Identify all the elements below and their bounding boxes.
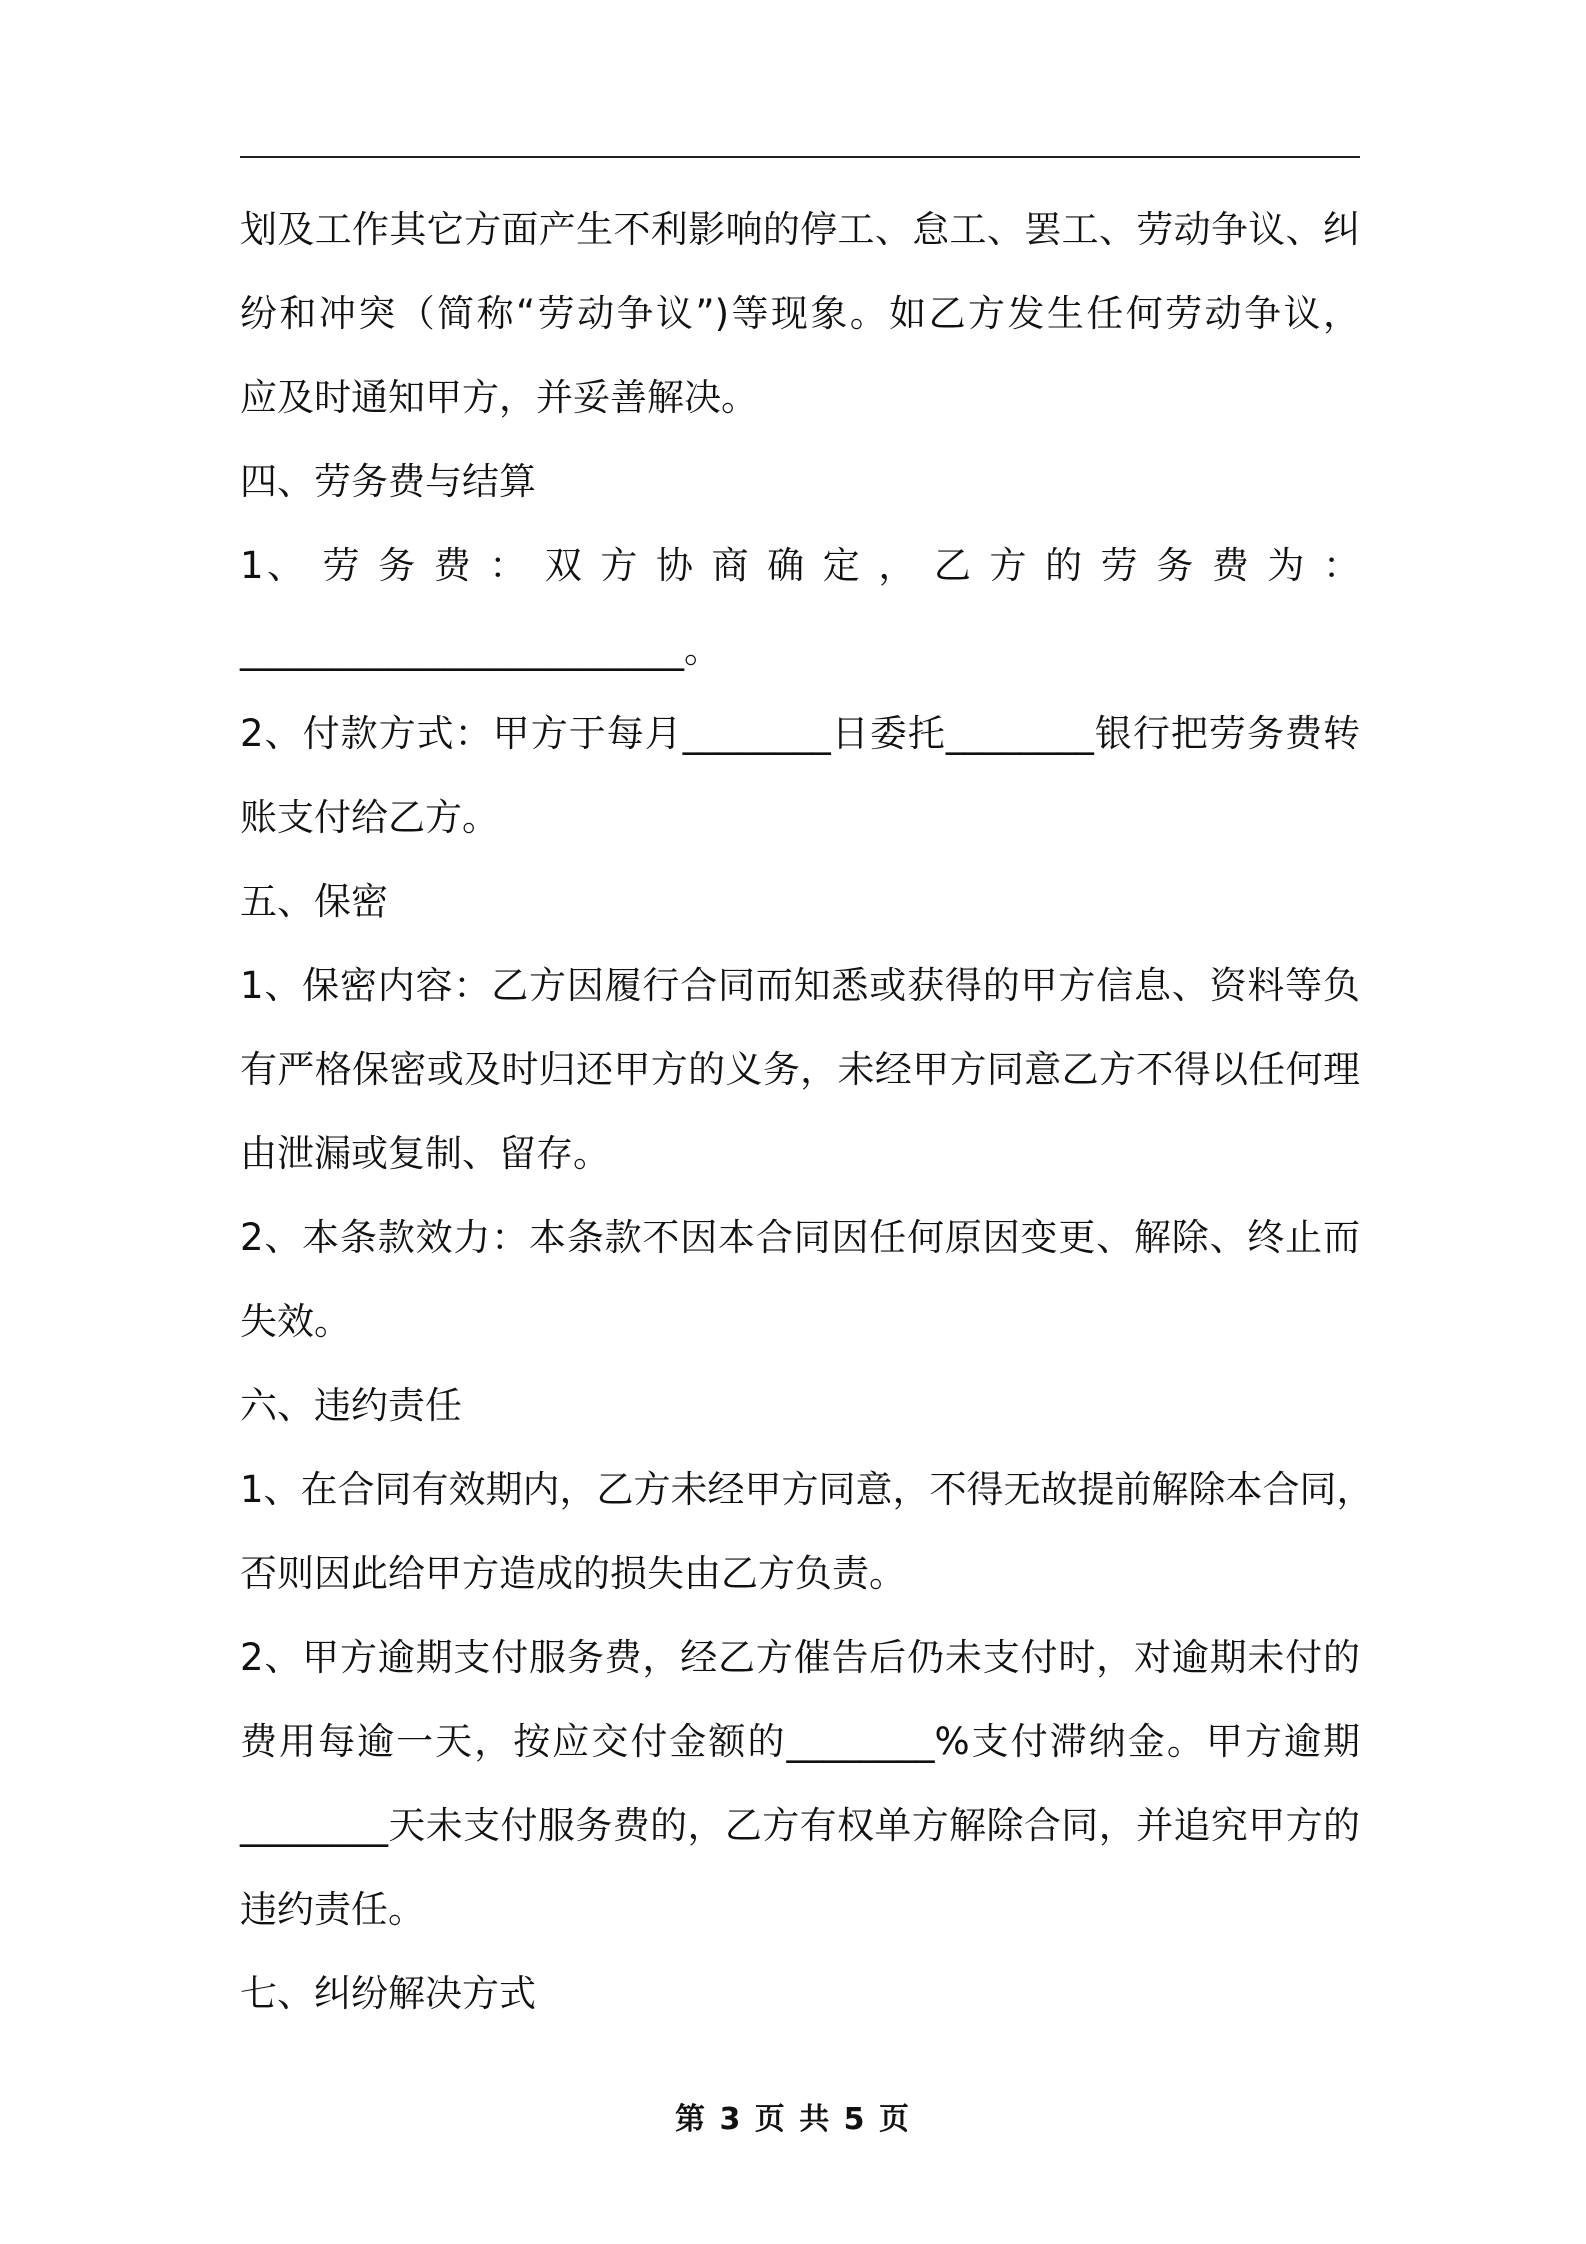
text-line: 2、付款方式：甲方于每月________日委托________银行把劳务费转 <box>240 712 1360 755</box>
text-line: 费用每逾一天，按应交付金额的________%支付滞纳金。甲方逾期 <box>240 1720 1360 1763</box>
section-heading: 四、劳务费与结算 <box>240 460 536 503</box>
section-heading: 五、保密 <box>240 880 388 923</box>
text-line: 应及时通知甲方，并妥善解决。 <box>240 376 758 419</box>
text-line: ________天未支付服务费的，乙方有权单方解除合同，并追究甲方的 <box>240 1804 1360 1847</box>
text-line: 1、保密内容：乙方因履行合同而知悉或获得的甲方信息、资料等负 <box>240 964 1360 1007</box>
page-number: 第 3 页 共 5 页 <box>675 2102 911 2137</box>
text-line: 1、 劳 务 费 ： 双 方 协 商 确 定 ， 乙 方 的 劳 务 费 为 ： <box>240 544 1360 587</box>
text-line: 有严格保密或及时归还甲方的义务，未经甲方同意乙方不得以任何理 <box>240 1048 1360 1091</box>
text-line: 失效。 <box>240 1300 351 1343</box>
text-line: 划及工作其它方面产生不利影响的停工、怠工、罢工、劳动争议、纠 <box>240 208 1360 251</box>
text-line: 否则因此给甲方造成的损失由乙方负责。 <box>240 1552 906 1595</box>
text-line: 账支付给乙方。 <box>240 796 499 839</box>
header-rule <box>240 156 1360 158</box>
text-line: 违约责任。 <box>240 1888 425 1931</box>
text-line: 1、在合同有效期内，乙方未经甲方同意，不得无故提前解除本合同， <box>240 1468 1374 1511</box>
document-body <box>240 188 1374 2036</box>
text-line: 2、本条款效力：本条款不因本合同因任何原因变更、解除、终止而 <box>240 1216 1360 1259</box>
text-line: 由泄漏或复制、留存。 <box>240 1132 610 1175</box>
text-line: ________________________。 <box>240 628 721 671</box>
section-heading: 六、违约责任 <box>240 1384 462 1427</box>
section-heading: 七、纠纷解决方式 <box>240 1972 536 2015</box>
text-line: 2、甲方逾期支付服务费，经乙方催告后仍未支付时，对逾期未付的 <box>240 1636 1360 1679</box>
text-line: 纷和冲突（简称“劳动争议”)等现象。如乙方发生任何劳动争议， <box>240 292 1360 335</box>
